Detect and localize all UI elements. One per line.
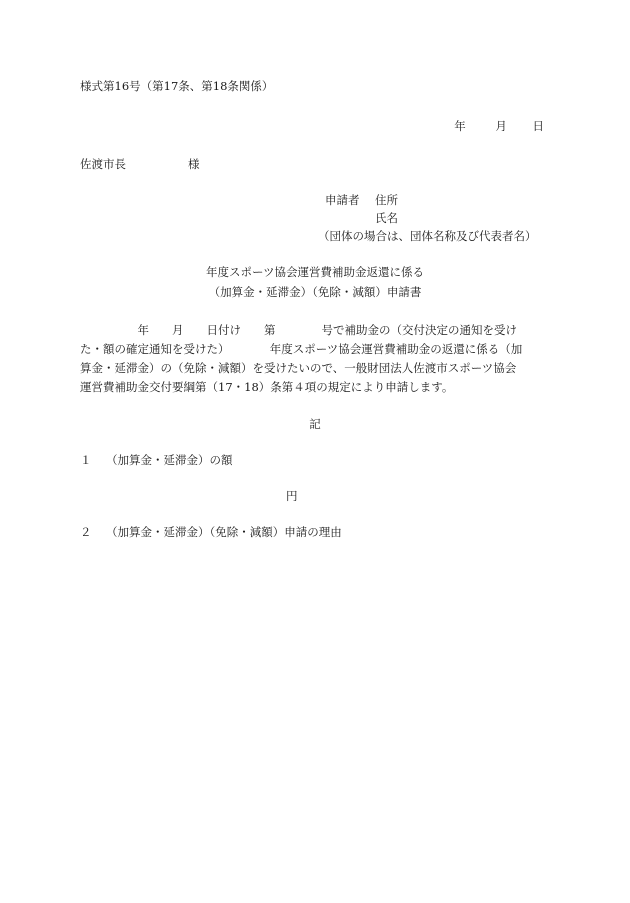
addressee bbox=[80, 157, 200, 171]
date-day: 日 bbox=[532, 119, 544, 133]
body-paragraph bbox=[80, 321, 550, 397]
item-number: １ bbox=[80, 453, 92, 467]
body-line: 算金・延滞金）の（免除・減額）を受けたいので、一般財団法人佐渡市スポーツ協会 bbox=[80, 361, 517, 375]
yen-unit: 円 bbox=[286, 489, 298, 503]
document-title-line-1: 年度スポーツ協会運営費補助金返還に係る bbox=[205, 265, 425, 279]
item-number: ２ bbox=[80, 525, 92, 539]
document-title-line-2: （加算金・延滞金）（免除・減額）申請書 bbox=[208, 285, 422, 299]
body-line: 運営費補助金交付要綱第（17・18）条第４項の規定により申請します。 bbox=[80, 380, 454, 394]
body-line: た・額の確定通知を受けた） 年度スポーツ協会運営費補助金の返還に係る（加 bbox=[80, 342, 523, 356]
item-text: （加算金・延滞金）（免除・減額）申請の理由 bbox=[106, 525, 342, 539]
addressee-honorific: 様 bbox=[188, 157, 200, 171]
body-line: 年 月 日付け 第 号で補助金の（交付決定の通知を受け bbox=[80, 323, 517, 337]
addressee-name: 佐渡市長 bbox=[80, 157, 126, 171]
date-month: 月 bbox=[495, 119, 507, 133]
date-line bbox=[448, 119, 544, 133]
item-1 bbox=[80, 453, 233, 467]
applicant-address-label: 住所 bbox=[375, 193, 398, 207]
item-text: （加算金・延滞金）の額 bbox=[106, 453, 233, 467]
form-number: 様式第16号（第17条、第18条関係） bbox=[80, 79, 274, 93]
applicant-label: 申請者 bbox=[325, 193, 360, 207]
item-2 bbox=[80, 525, 342, 539]
applicant-name-label: 氏名 bbox=[375, 211, 398, 225]
applicant-note: （団体の場合は、団体名称及び代表者名） bbox=[318, 229, 537, 243]
ki-heading: 記 bbox=[309, 417, 321, 431]
date-year: 年 bbox=[454, 119, 466, 133]
